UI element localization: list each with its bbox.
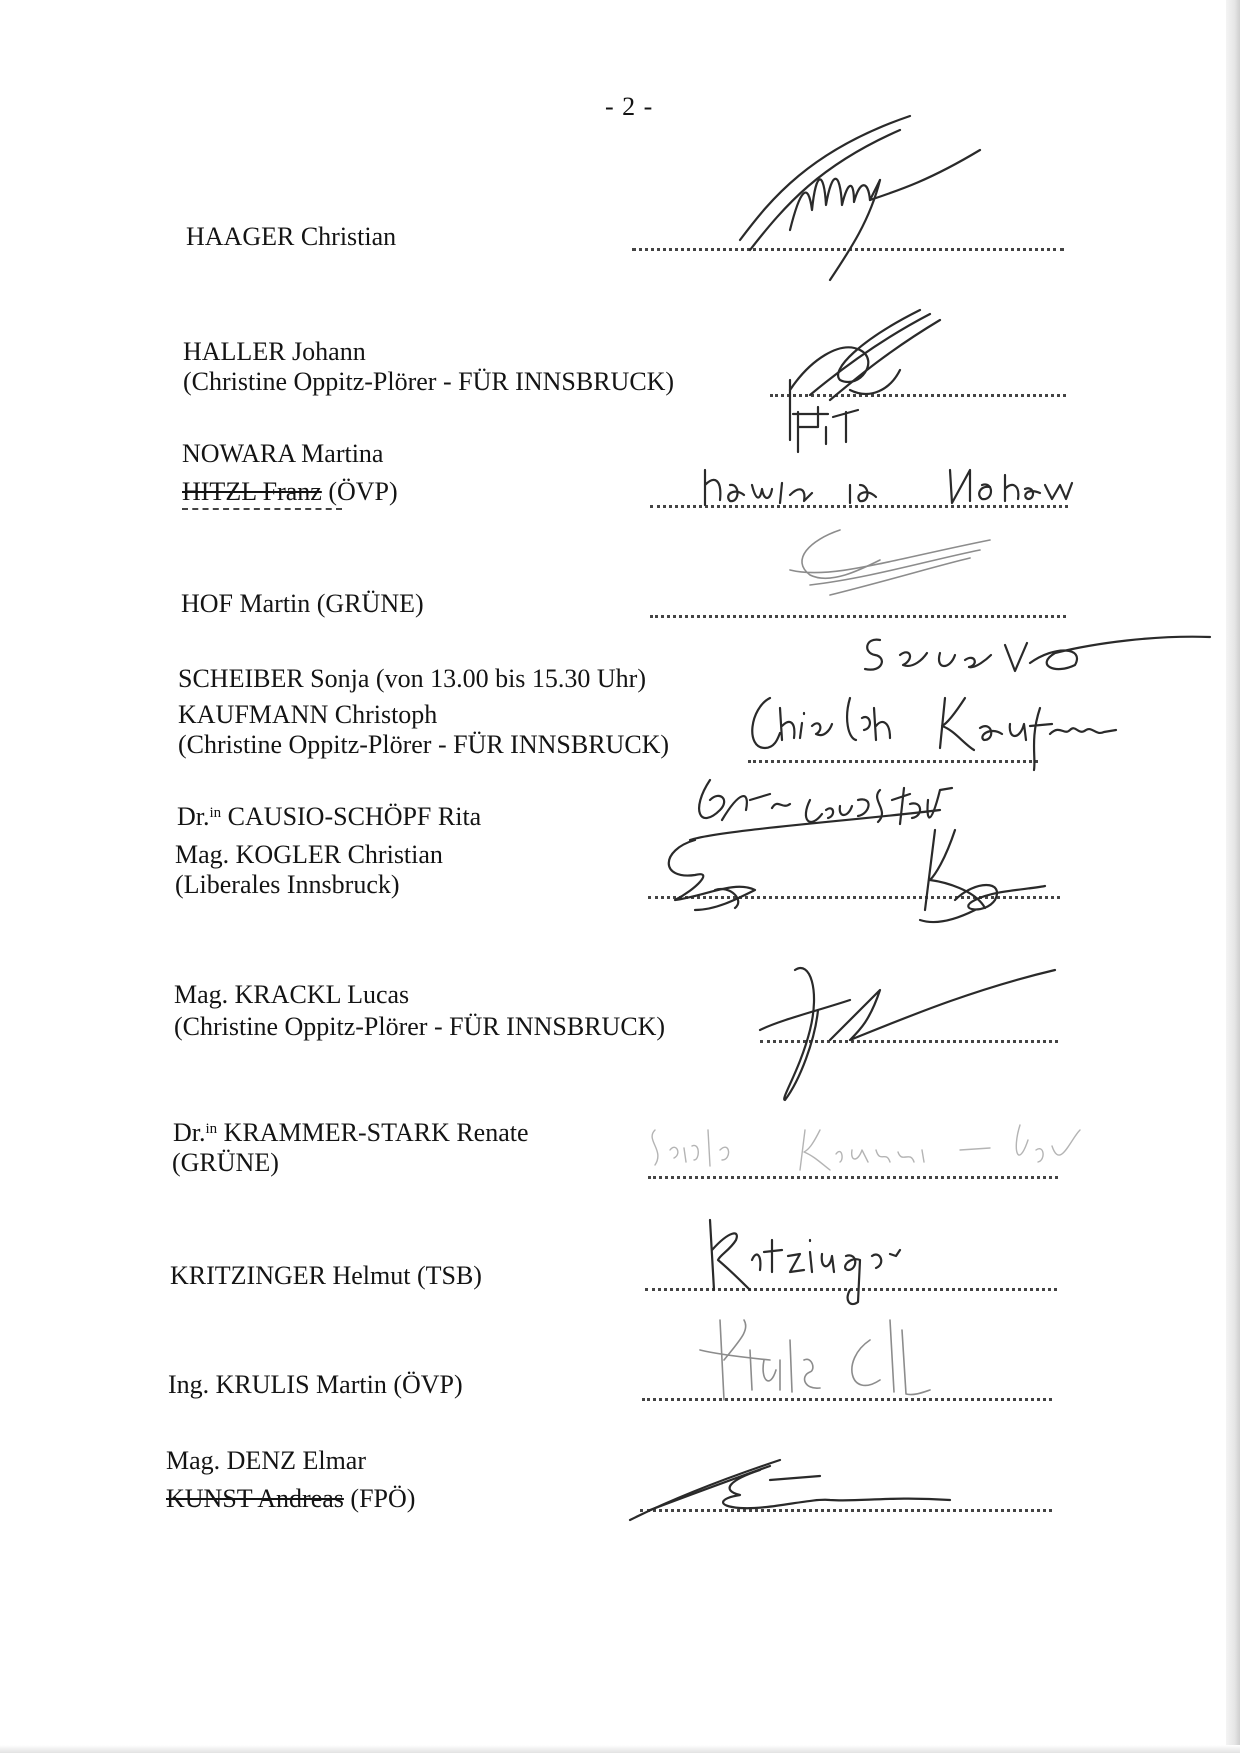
entry-causio-name [177,802,481,832]
scan-edge-bottom [0,1745,1240,1753]
entry-kogler-name: Mag. KOGLER Christian [175,840,443,869]
entry-scheiber-name: SCHEIBER Sonja (von 13.00 bis 15.30 Uhr) [178,664,646,693]
entry-denz-party-label: (FPÖ) [343,1484,416,1513]
signature-krammer [640,1110,1100,1180]
entry-causio-text: CAUSIO-SCHÖPF Rita [221,802,482,831]
entry-krammer-name [173,1118,529,1148]
entry-nowara-party [182,477,398,507]
entry-hof-name: HOF Martin (GRÜNE) [181,589,424,618]
entry-denz-struck-name: KUNST Andreas [166,1484,344,1513]
signature-kaufmann [740,678,1120,768]
entry-causio-prefix: Dr. [177,802,210,831]
entry-haller-name: HALLER Johann [183,337,366,366]
underline-hitzl [182,508,342,510]
entry-haller-party: (Christine Oppitz-Plörer - FÜR INNSBRUCK) [183,367,675,396]
entry-krammer-party: (GRÜNE) [172,1148,279,1177]
entry-causio-sup: in [209,805,222,821]
entry-krammer-prefix: Dr. [173,1118,206,1147]
signature-krackl [740,960,1060,1110]
entry-kaufmann-party: (Christine Oppitz-Plörer - FÜR INNSBRUCK) [178,730,670,759]
entry-krammer-sup: in [205,1121,218,1137]
entry-kritzinger-name: KRITZINGER Helmut (TSB) [170,1261,482,1290]
entry-haager-name: HAAGER Christian [186,222,397,251]
entry-kaufmann-name: KAUFMANN Christoph [178,700,438,729]
entry-denz-name: Mag. DENZ Elmar [166,1446,367,1475]
entry-krulis-name: Ing. KRULIS Martin (ÖVP) [168,1370,463,1399]
page-number: - 2 - [605,92,654,121]
entry-kogler-party: (Liberales Innsbruck) [175,870,400,899]
entry-nowara-name: NOWARA Martina [182,439,384,468]
signature-nowara [700,455,1080,515]
signature-denz [630,1440,960,1530]
signature-line-hof [650,615,1066,618]
signature-krulis [680,1300,960,1410]
entry-nowara-struck-name: HITZL Franz [182,477,322,506]
signature-haager [730,110,990,290]
signature-hof [770,520,1000,610]
signature-scheiber [855,625,1215,685]
initials-hitzl [788,402,868,457]
entry-krackl-party: (Christine Oppitz-Plörer - FÜR INNSBRUCK) [174,1012,666,1041]
entry-denz-party [166,1484,415,1514]
signature-kritzinger [700,1210,940,1310]
entry-nowara-party-label: (ÖVP) [321,477,398,506]
entry-krackl-name: Mag. KRACKL Lucas [174,980,410,1009]
scan-edge-right [1226,0,1240,1753]
entry-krammer-text: KRAMMER-STARK Renate [217,1118,529,1147]
signature-kogler [655,820,1055,930]
